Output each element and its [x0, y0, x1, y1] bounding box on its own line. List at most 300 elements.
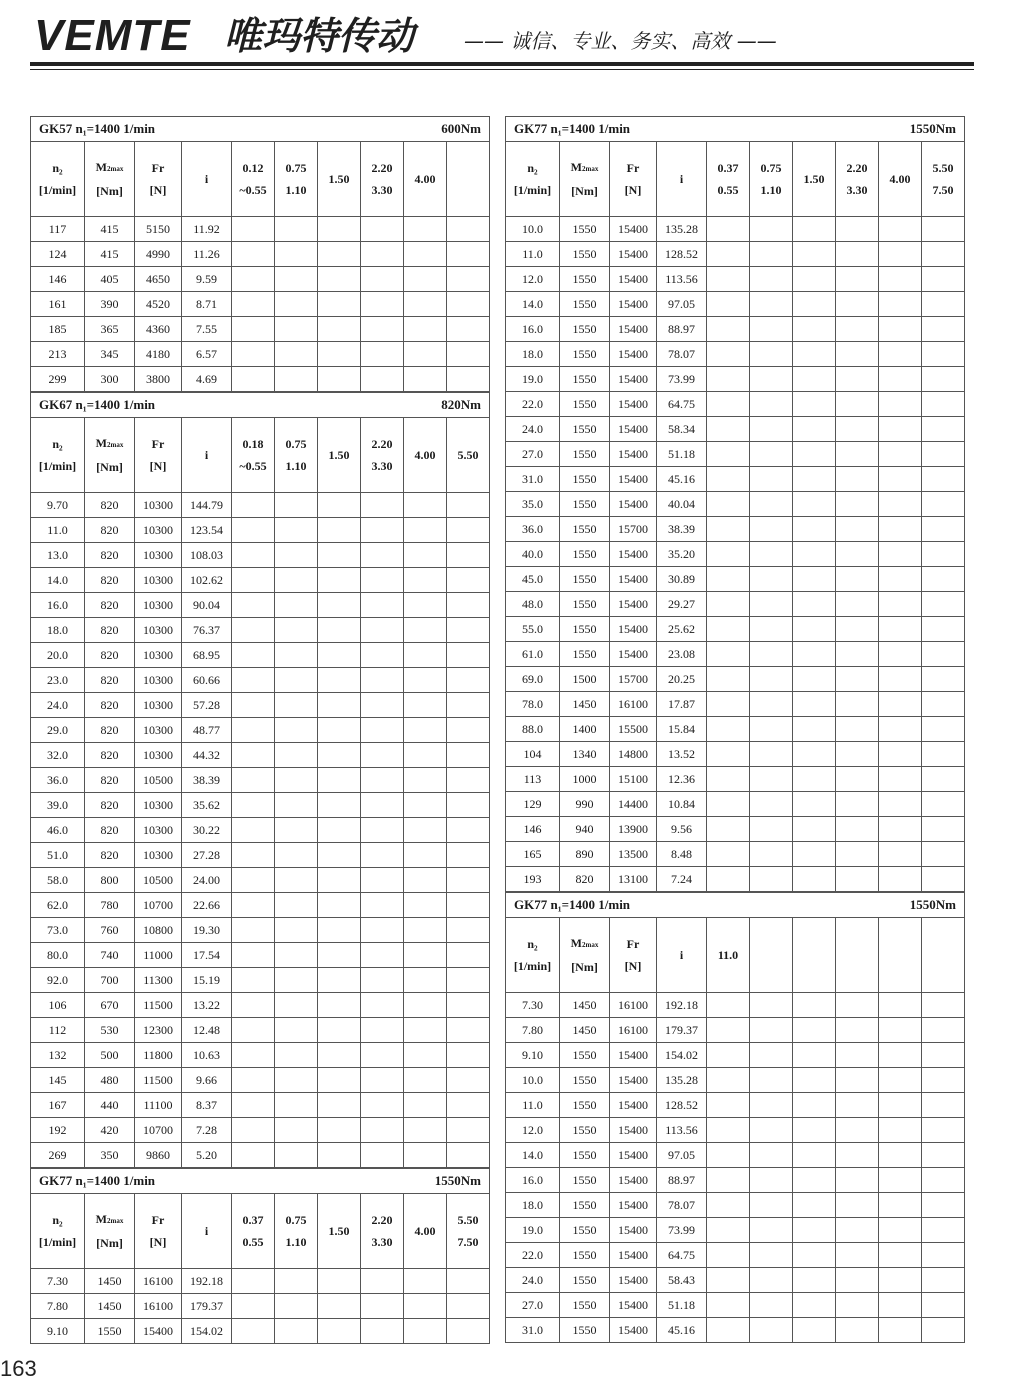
- cell-power-empty: [922, 1268, 965, 1293]
- cell-fr: 15400: [610, 392, 657, 417]
- header-ratio: i: [657, 142, 707, 217]
- cell-n2: 10.0: [506, 1068, 560, 1093]
- header-power: [879, 142, 922, 217]
- header-power: [275, 1194, 318, 1269]
- cell-fr: 15400: [610, 617, 657, 642]
- table-row: [31, 743, 490, 768]
- cell-power-empty: [707, 667, 750, 692]
- cell-power-empty: [879, 1068, 922, 1093]
- header-n2-unit: [1/min]: [513, 959, 552, 973]
- cell-ratio: 97.05: [657, 292, 707, 317]
- table-row: [506, 567, 965, 592]
- cell-n2: 11.0: [506, 1093, 560, 1118]
- cell-ratio: 10.84: [657, 792, 707, 817]
- cell-power-empty: [707, 342, 750, 367]
- cell-power-empty: [707, 817, 750, 842]
- cell-power-empty: [836, 592, 879, 617]
- cell-power-empty: [879, 1318, 922, 1343]
- header-power: [232, 142, 275, 217]
- cell-power-empty: [361, 618, 404, 643]
- table-header-row: [31, 1194, 490, 1269]
- cell-power-empty: [232, 768, 275, 793]
- cell-ratio: 12.48: [182, 1018, 232, 1043]
- cell-n2: 10.0: [506, 217, 560, 242]
- table-row: [31, 793, 490, 818]
- cell-power-empty: [836, 542, 879, 567]
- cell-power-empty: [922, 1193, 965, 1218]
- cell-fr: 15400: [610, 492, 657, 517]
- table-title-row: [506, 117, 965, 142]
- cell-power-empty: [836, 817, 879, 842]
- header-power-value: 4.00: [414, 1224, 436, 1238]
- header-power: [922, 918, 965, 993]
- cell-power-empty: [793, 1118, 836, 1143]
- cell-n2: 7.80: [506, 1018, 560, 1043]
- cell-power-empty: [232, 1319, 275, 1344]
- header-m2max: [560, 142, 610, 217]
- cell-m2max: 390: [85, 292, 135, 317]
- cell-m2max: 1550: [560, 392, 610, 417]
- header-m-subscript: 2max: [106, 1217, 124, 1225]
- cell-power-empty: [922, 217, 965, 242]
- header-n2-unit: [1/min]: [513, 183, 552, 197]
- cell-power-empty: [750, 467, 793, 492]
- cell-fr: 5150: [135, 217, 182, 242]
- cell-fr: 14800: [610, 742, 657, 767]
- cell-power-empty: [404, 618, 447, 643]
- header-fr-label: Fr: [151, 161, 165, 175]
- cell-fr: 15400: [610, 217, 657, 242]
- table-row: [506, 442, 965, 467]
- header-power-value: 0.75: [285, 437, 307, 451]
- cell-m2max: 440: [85, 1093, 135, 1118]
- cell-ratio: 17.87: [657, 692, 707, 717]
- cell-n2: 16.0: [31, 593, 85, 618]
- cell-m2max: 1550: [560, 367, 610, 392]
- header-power-value-2: 3.30: [371, 1235, 393, 1249]
- cell-power-empty: [793, 367, 836, 392]
- header-n2: [31, 418, 85, 493]
- cell-m2max: 1450: [560, 1018, 610, 1043]
- cell-fr: 16100: [610, 692, 657, 717]
- cell-power-empty: [318, 267, 361, 292]
- cell-power-empty: [879, 267, 922, 292]
- header-power-value: 0.37: [242, 1213, 264, 1227]
- cell-m2max: 1400: [560, 717, 610, 742]
- cell-fr: 10300: [135, 668, 182, 693]
- cell-n2: 106: [31, 993, 85, 1018]
- cell-power-empty: [750, 567, 793, 592]
- cell-power-empty: [793, 517, 836, 542]
- cell-power-empty: [318, 868, 361, 893]
- header-m-unit: [Nm]: [96, 1236, 123, 1250]
- cell-power-empty: [232, 242, 275, 267]
- cell-n2: 14.0: [31, 568, 85, 593]
- cell-power-empty: [793, 442, 836, 467]
- cell-power-empty: [836, 717, 879, 742]
- cell-power-empty: [447, 743, 490, 768]
- cell-n2: 48.0: [506, 592, 560, 617]
- cell-power-empty: [793, 267, 836, 292]
- table-row: [31, 618, 490, 643]
- header-fr-unit: [N]: [624, 959, 642, 973]
- cell-power-empty: [275, 1294, 318, 1319]
- cell-power-empty: [232, 968, 275, 993]
- cell-power-empty: [318, 693, 361, 718]
- cell-power-empty: [361, 768, 404, 793]
- header-fr-label: Fr: [151, 437, 165, 451]
- cell-power-empty: [836, 617, 879, 642]
- cell-n2: 78.0: [506, 692, 560, 717]
- cell-power-empty: [793, 1268, 836, 1293]
- cell-fr: 15700: [610, 667, 657, 692]
- cell-power-empty: [232, 668, 275, 693]
- table-row: [31, 843, 490, 868]
- cell-n2: 73.0: [31, 918, 85, 943]
- cell-power-empty: [361, 543, 404, 568]
- cell-n2: 45.0: [506, 567, 560, 592]
- cell-power-empty: [447, 342, 490, 367]
- table-row: [506, 717, 965, 742]
- cell-power-empty: [879, 317, 922, 342]
- cell-power-empty: [836, 993, 879, 1018]
- cell-power-empty: [404, 868, 447, 893]
- cell-ratio: 6.57: [182, 342, 232, 367]
- cell-power-empty: [275, 1269, 318, 1294]
- cell-power-empty: [318, 1294, 361, 1319]
- cell-power-empty: [404, 843, 447, 868]
- cell-power-empty: [318, 1093, 361, 1118]
- cell-fr: 15400: [610, 542, 657, 567]
- cell-m2max: 300: [85, 367, 135, 392]
- cell-ratio: 154.02: [657, 1043, 707, 1068]
- cell-power-empty: [275, 1319, 318, 1344]
- table-row: [31, 693, 490, 718]
- header-power: [275, 142, 318, 217]
- cell-fr: 15400: [610, 1068, 657, 1093]
- cell-power-empty: [793, 467, 836, 492]
- cell-n2: 9.70: [31, 493, 85, 518]
- cell-power-empty: [318, 843, 361, 868]
- cell-ratio: 8.71: [182, 292, 232, 317]
- cell-power-empty: [447, 1068, 490, 1093]
- cell-power-empty: [361, 367, 404, 392]
- cell-power-empty: [232, 367, 275, 392]
- header-m-unit: [Nm]: [96, 184, 123, 198]
- cell-power-empty: [318, 242, 361, 267]
- header-m-subscript: 2max: [106, 165, 124, 173]
- cell-power-empty: [361, 317, 404, 342]
- header-power: [318, 418, 361, 493]
- cell-power-empty: [404, 1269, 447, 1294]
- cell-m2max: 670: [85, 993, 135, 1018]
- cell-ratio: 44.32: [182, 743, 232, 768]
- cell-m2max: 820: [85, 843, 135, 868]
- cell-power-empty: [707, 1043, 750, 1068]
- cell-n2: 36.0: [506, 517, 560, 542]
- cell-ratio: 58.43: [657, 1268, 707, 1293]
- cell-n2: 39.0: [31, 793, 85, 818]
- cell-power-empty: [707, 267, 750, 292]
- cell-power-empty: [361, 743, 404, 768]
- cell-power-empty: [318, 1018, 361, 1043]
- cell-ratio: 30.22: [182, 818, 232, 843]
- header-power: [447, 418, 490, 493]
- cell-ratio: 13.52: [657, 742, 707, 767]
- table-row: [31, 1319, 490, 1344]
- cell-m2max: 1550: [560, 592, 610, 617]
- cell-ratio: 38.39: [182, 768, 232, 793]
- cell-n2: 7.30: [31, 1269, 85, 1294]
- header-power-value-2: ~0.55: [239, 459, 267, 473]
- cell-power-empty: [404, 518, 447, 543]
- cell-fr: 15100: [610, 767, 657, 792]
- cell-power-empty: [275, 918, 318, 943]
- cell-ratio: 25.62: [657, 617, 707, 642]
- cell-power-empty: [447, 367, 490, 392]
- cell-power-empty: [707, 1118, 750, 1143]
- cell-power-empty: [922, 1018, 965, 1043]
- cell-ratio: 48.77: [182, 718, 232, 743]
- page-number: 163: [0, 1356, 37, 1381]
- cell-power-empty: [750, 317, 793, 342]
- cell-n2: 29.0: [31, 718, 85, 743]
- cell-power-empty: [275, 618, 318, 643]
- header-power-value-2: 3.30: [371, 459, 393, 473]
- cell-power-empty: [361, 1294, 404, 1319]
- cell-m2max: 940: [560, 817, 610, 842]
- header-power-value: 5.50: [457, 1213, 479, 1227]
- cell-power-empty: [275, 693, 318, 718]
- cell-power-empty: [447, 768, 490, 793]
- cell-power-empty: [750, 1293, 793, 1318]
- cell-ratio: 9.66: [182, 1068, 232, 1093]
- cell-power-empty: [232, 893, 275, 918]
- cell-m2max: 820: [85, 818, 135, 843]
- cell-power-empty: [404, 993, 447, 1018]
- cell-power-empty: [707, 1218, 750, 1243]
- cell-power-empty: [404, 1093, 447, 1118]
- cell-m2max: 480: [85, 1068, 135, 1093]
- cell-power-empty: [232, 1294, 275, 1319]
- cell-power-empty: [879, 692, 922, 717]
- table-row: [506, 1218, 965, 1243]
- cell-power-empty: [707, 842, 750, 867]
- cell-power-empty: [275, 1093, 318, 1118]
- cell-power-empty: [750, 1018, 793, 1043]
- cell-power-empty: [879, 292, 922, 317]
- cell-power-empty: [836, 292, 879, 317]
- table-torque: 600Nm: [404, 117, 490, 142]
- cell-m2max: 820: [85, 493, 135, 518]
- cell-power-empty: [275, 843, 318, 868]
- cell-power-empty: [750, 1243, 793, 1268]
- cell-power-empty: [750, 792, 793, 817]
- cell-power-empty: [707, 492, 750, 517]
- cell-power-empty: [361, 868, 404, 893]
- cell-power-empty: [836, 1093, 879, 1118]
- cell-power-empty: [404, 217, 447, 242]
- cell-n2: 113: [506, 767, 560, 792]
- cell-power-empty: [750, 767, 793, 792]
- cell-power-empty: [361, 1269, 404, 1294]
- cell-power-empty: [232, 618, 275, 643]
- cell-power-empty: [836, 1168, 879, 1193]
- cell-fr: 4520: [135, 292, 182, 317]
- cell-power-empty: [836, 417, 879, 442]
- cell-ratio: 135.28: [657, 1068, 707, 1093]
- cell-m2max: 1550: [560, 417, 610, 442]
- header-n2-label: n₂: [52, 1213, 63, 1227]
- spec-table-gk77-a: [30, 1168, 490, 1344]
- cell-ratio: 73.99: [657, 367, 707, 392]
- cell-power-empty: [793, 1093, 836, 1118]
- table-row: [506, 792, 965, 817]
- cell-power-empty: [793, 667, 836, 692]
- header-fr-unit: [N]: [149, 1235, 167, 1249]
- cell-power-empty: [879, 517, 922, 542]
- cell-m2max: 1550: [560, 642, 610, 667]
- slogan: —— 诚信、专业、务实、高效 ——: [464, 29, 777, 53]
- cell-fr: 10300: [135, 568, 182, 593]
- cell-n2: 55.0: [506, 617, 560, 642]
- cell-fr: 16100: [135, 1269, 182, 1294]
- cell-power-empty: [404, 292, 447, 317]
- cell-power-empty: [707, 1168, 750, 1193]
- cell-power-empty: [750, 1143, 793, 1168]
- cell-ratio: 192.18: [657, 993, 707, 1018]
- cell-power-empty: [922, 392, 965, 417]
- cell-power-empty: [750, 642, 793, 667]
- cell-n2: 58.0: [31, 868, 85, 893]
- cell-power-empty: [361, 793, 404, 818]
- cell-n2: 62.0: [31, 893, 85, 918]
- cell-ratio: 35.20: [657, 542, 707, 567]
- cell-m2max: 1550: [560, 567, 610, 592]
- table-row: [31, 893, 490, 918]
- cell-power-empty: [404, 593, 447, 618]
- cell-fr: 15400: [135, 1319, 182, 1344]
- header-power-value: 1.50: [328, 448, 350, 462]
- cell-power-empty: [836, 1043, 879, 1068]
- cell-power-empty: [447, 968, 490, 993]
- cell-fr: 15400: [610, 292, 657, 317]
- cell-m2max: 1550: [560, 292, 610, 317]
- cell-fr: 15400: [610, 1243, 657, 1268]
- cell-power-empty: [793, 317, 836, 342]
- cell-m2max: 1500: [560, 667, 610, 692]
- cell-power-empty: [447, 1043, 490, 1068]
- cell-power-empty: [318, 342, 361, 367]
- cell-power-empty: [447, 643, 490, 668]
- cell-power-empty: [404, 317, 447, 342]
- table-row: [31, 568, 490, 593]
- cell-m2max: 415: [85, 242, 135, 267]
- cell-power-empty: [232, 793, 275, 818]
- cell-power-empty: [275, 1118, 318, 1143]
- table-row: [506, 292, 965, 317]
- cell-power-empty: [447, 993, 490, 1018]
- cell-fr: 15400: [610, 1218, 657, 1243]
- cell-m2max: 820: [85, 693, 135, 718]
- cell-power-empty: [318, 793, 361, 818]
- cell-power-empty: [836, 867, 879, 892]
- cell-ratio: 30.89: [657, 567, 707, 592]
- cell-power-empty: [793, 792, 836, 817]
- cell-power-empty: [836, 442, 879, 467]
- cell-power-empty: [275, 718, 318, 743]
- cell-power-empty: [793, 242, 836, 267]
- cell-ratio: 11.92: [182, 217, 232, 242]
- cell-power-empty: [793, 1043, 836, 1068]
- cell-power-empty: [707, 367, 750, 392]
- cell-power-empty: [922, 592, 965, 617]
- cell-power-empty: [750, 267, 793, 292]
- cell-power-empty: [707, 467, 750, 492]
- cell-power-empty: [879, 342, 922, 367]
- cell-power-empty: [707, 792, 750, 817]
- table-model: GK77 n₁=1400 1/min: [506, 117, 879, 142]
- cell-power-empty: [361, 292, 404, 317]
- cell-power-empty: [275, 317, 318, 342]
- cell-n2: 167: [31, 1093, 85, 1118]
- cell-fr: 14400: [610, 792, 657, 817]
- table-row: [506, 1318, 965, 1343]
- cell-n2: 16.0: [506, 1168, 560, 1193]
- cell-ratio: 97.05: [657, 1143, 707, 1168]
- cell-power-empty: [318, 1043, 361, 1068]
- cell-n2: 80.0: [31, 943, 85, 968]
- cell-n2: 19.0: [506, 1218, 560, 1243]
- header-power: [836, 918, 879, 993]
- cell-power-empty: [836, 692, 879, 717]
- cell-n2: 124: [31, 242, 85, 267]
- cell-m2max: 820: [85, 618, 135, 643]
- cell-power-empty: [793, 1143, 836, 1168]
- cell-power-empty: [922, 667, 965, 692]
- cell-power-empty: [836, 367, 879, 392]
- header-power-value-2: 0.55: [242, 1235, 264, 1249]
- cell-power-empty: [232, 342, 275, 367]
- table-row: [31, 593, 490, 618]
- header-n2-label: n₂: [52, 161, 63, 175]
- cell-ratio: 7.24: [657, 867, 707, 892]
- cell-ratio: 7.55: [182, 317, 232, 342]
- header-power-value: 1.50: [328, 172, 350, 186]
- cell-power-empty: [879, 792, 922, 817]
- header-power-value: 0.75: [285, 161, 307, 175]
- cell-power-empty: [836, 642, 879, 667]
- cell-m2max: 415: [85, 217, 135, 242]
- header-n2: [31, 142, 85, 217]
- cell-power-empty: [836, 1193, 879, 1218]
- brand-logo: VEMTE: [34, 11, 191, 60]
- cell-power-empty: [793, 692, 836, 717]
- table-row: [506, 1043, 965, 1068]
- cell-ratio: 45.16: [657, 467, 707, 492]
- cell-power-empty: [275, 668, 318, 693]
- cell-power-empty: [750, 1268, 793, 1293]
- header-m-subscript: 2max: [106, 441, 124, 449]
- header-power-value: 2.20: [846, 161, 868, 175]
- header-n2: [31, 1194, 85, 1269]
- header-power: [361, 1194, 404, 1269]
- cell-ratio: 192.18: [182, 1269, 232, 1294]
- cell-m2max: 1550: [560, 1293, 610, 1318]
- cell-n2: 51.0: [31, 843, 85, 868]
- header-fr-label: Fr: [626, 937, 640, 951]
- header-power-value: 5.50: [457, 448, 479, 462]
